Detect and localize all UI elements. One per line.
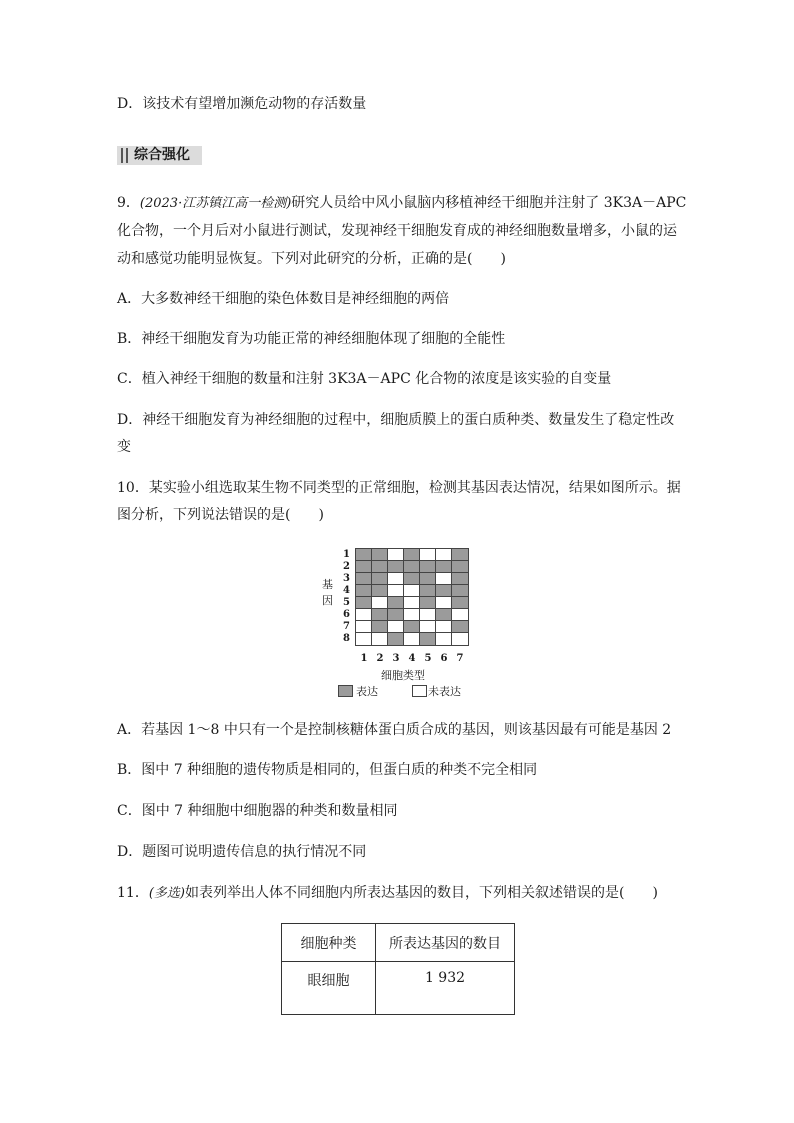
heatmap-cell bbox=[372, 633, 388, 645]
q9-option-b: B．神经干细胞发育为功能正常的神经细胞体现了细胞的全能性 bbox=[117, 331, 506, 347]
heatmap-cell bbox=[420, 597, 436, 609]
q11-tag: (多选) bbox=[148, 886, 185, 901]
row-tick-label: 2 bbox=[343, 561, 350, 572]
heatmap-cell bbox=[356, 621, 372, 633]
x-axis-label: 细胞类型 bbox=[381, 669, 425, 682]
section-marker bbox=[126, 148, 128, 163]
heatmap-cell bbox=[372, 573, 388, 585]
q8-option-d: D．该技术有望增加濒危动物的存活数量 bbox=[117, 96, 367, 112]
table-header-cell: 细胞种类 bbox=[282, 924, 376, 962]
heatmap-cell bbox=[372, 549, 388, 561]
heatmap-cell bbox=[452, 633, 468, 645]
heatmap-cell bbox=[372, 597, 388, 609]
heatmap-cell bbox=[404, 561, 420, 573]
q9-option-d-cont: 变 bbox=[117, 439, 131, 455]
heatmap-cell bbox=[388, 573, 404, 585]
heatmap-cell bbox=[436, 609, 452, 621]
heatmap-cell bbox=[388, 585, 404, 597]
heatmap-cell bbox=[452, 597, 468, 609]
heatmap-cell bbox=[404, 585, 420, 597]
q10-stem-1: 10．某实验小组选取某生物不同类型的正常细胞，检测其基因表达情况，结果如图所示。据 bbox=[117, 480, 681, 496]
q9-stem-2: 化合物，一个月后对小鼠进行测试，发现神经干细胞发育成的神经细胞数量增多，小鼠的运 bbox=[117, 223, 677, 239]
heatmap-cell bbox=[388, 609, 404, 621]
column-tick-label: 3 bbox=[392, 653, 400, 664]
table-header-cell: 所表达基因的数目 bbox=[376, 924, 515, 962]
q11-number: 11． bbox=[117, 885, 149, 901]
heatmap-cell bbox=[356, 573, 372, 585]
row-tick-label: 7 bbox=[343, 621, 350, 632]
table-cell: 眼细胞 bbox=[282, 962, 376, 1015]
heatmap-cell bbox=[372, 585, 388, 597]
heatmap-cell bbox=[452, 609, 468, 621]
heatmap-cell bbox=[372, 621, 388, 633]
heatmap-cell bbox=[388, 633, 404, 645]
heatmap-cell bbox=[420, 561, 436, 573]
table-row bbox=[282, 962, 515, 1015]
q10-stem-2: 图分析，下列说法错误的是( ) bbox=[117, 507, 324, 523]
table-cell: 1 932 bbox=[376, 962, 515, 1015]
heatmap-cell bbox=[452, 573, 468, 585]
table-header-row bbox=[282, 924, 515, 962]
heatmap-cell bbox=[372, 609, 388, 621]
q11-stem bbox=[117, 883, 658, 904]
q9-source: (2023·江苏镇江高一检测) bbox=[139, 196, 292, 211]
row-tick-label: 5 bbox=[343, 597, 350, 608]
q9-option-d: D．神经干细胞发育为神经细胞的过程中，细胞质膜上的蛋白质种类、数量发生了稳定性改 bbox=[117, 412, 675, 428]
heatmap-cell bbox=[436, 585, 452, 597]
heatmap-cell bbox=[404, 597, 420, 609]
heatmap-cell bbox=[452, 561, 468, 573]
heatmap-cell bbox=[436, 573, 452, 585]
heatmap-cell bbox=[356, 585, 372, 597]
heatmap-cell bbox=[436, 621, 452, 633]
q10-option-a: A．若基因 1～8 中只有一个是控制核糖体蛋白质合成的基因，则该基因最有可能是基因 2 bbox=[117, 722, 672, 738]
row-tick-label: 6 bbox=[343, 609, 350, 620]
heatmap-cell bbox=[436, 597, 452, 609]
q9-stem-3: 动和感觉功能明显恢复。下列对此研究的分析，正确的是( ) bbox=[117, 251, 506, 267]
heatmap-cell bbox=[420, 549, 436, 561]
column-tick-label: 6 bbox=[440, 653, 448, 664]
heatmap-cell bbox=[356, 549, 372, 561]
heatmap-cell bbox=[420, 621, 436, 633]
heatmap-cell bbox=[436, 633, 452, 645]
row-tick-label: 1 bbox=[343, 549, 350, 560]
heatmap-cell bbox=[404, 621, 420, 633]
q10-option-d: D．题图可说明遗传信息的执行情况不同 bbox=[117, 844, 367, 860]
heatmap-cell bbox=[372, 561, 388, 573]
q9-option-c: C．植入神经干细胞的数量和注射 3K3A－APC 化合物的浓度是该实验的自变量 bbox=[117, 371, 612, 387]
section-marker bbox=[121, 148, 123, 163]
q10-option-b: B．图中 7 种细胞的遗传物质是相同的，但蛋白质的种类不完全相同 bbox=[117, 762, 538, 778]
gene-expression-grid bbox=[355, 548, 469, 646]
heatmap-cell bbox=[404, 633, 420, 645]
heatmap-cell bbox=[388, 621, 404, 633]
heatmap-cell bbox=[420, 609, 436, 621]
column-tick-label: 1 bbox=[360, 653, 368, 664]
column-tick-label: 2 bbox=[376, 653, 384, 664]
heatmap-cell bbox=[404, 609, 420, 621]
heatmap-cell bbox=[404, 549, 420, 561]
gene-count-table bbox=[281, 923, 515, 1015]
heatmap-cell bbox=[452, 621, 468, 633]
heatmap-cell bbox=[436, 561, 452, 573]
heatmap-cell bbox=[452, 585, 468, 597]
q9-stem-1: 研究人员给中风小鼠脑内移植神经干细胞并注射了 3K3A－APC bbox=[291, 195, 687, 211]
heatmap-cell bbox=[452, 549, 468, 561]
q9-number: 9． bbox=[117, 195, 140, 211]
heatmap-cell bbox=[356, 597, 372, 609]
y-axis-label: 基 因 bbox=[322, 578, 333, 607]
row-tick-label: 8 bbox=[343, 633, 350, 644]
heatmap-cell bbox=[356, 633, 372, 645]
heatmap-cell bbox=[388, 549, 404, 561]
legend-label-expressed: 表达 bbox=[356, 685, 378, 698]
heatmap-cell bbox=[420, 633, 436, 645]
legend-label-not-expressed: 未表达 bbox=[428, 685, 461, 698]
legend-swatch-expressed bbox=[338, 685, 353, 697]
column-tick-label: 5 bbox=[424, 653, 432, 664]
row-tick-label: 3 bbox=[343, 573, 350, 584]
heatmap-cell bbox=[404, 573, 420, 585]
row-tick-label: 4 bbox=[343, 585, 350, 596]
q9-option-a: A．大多数神经干细胞的染色体数目是神经细胞的两倍 bbox=[117, 291, 450, 307]
heatmap-cell bbox=[436, 549, 452, 561]
q10-option-c: C．图中 7 种细胞中细胞器的种类和数量相同 bbox=[117, 803, 398, 819]
heatmap-cell bbox=[420, 573, 436, 585]
gene-expression-figure bbox=[318, 545, 478, 705]
legend-swatch-not-expressed bbox=[412, 685, 427, 697]
section-title: 综合强化 bbox=[134, 147, 190, 163]
column-tick-label: 7 bbox=[456, 653, 464, 664]
heatmap-cell bbox=[420, 585, 436, 597]
section-header bbox=[117, 146, 202, 165]
heatmap-cell bbox=[388, 597, 404, 609]
heatmap-cell bbox=[388, 561, 404, 573]
column-tick-label: 4 bbox=[408, 653, 416, 664]
heatmap-cell bbox=[356, 561, 372, 573]
heatmap-cell bbox=[356, 609, 372, 621]
q9-stem bbox=[117, 193, 686, 214]
q11-stem-text: 如表列举出人体不同细胞内所表达基因的数目，下列相关叙述错误的是( ) bbox=[184, 885, 658, 901]
